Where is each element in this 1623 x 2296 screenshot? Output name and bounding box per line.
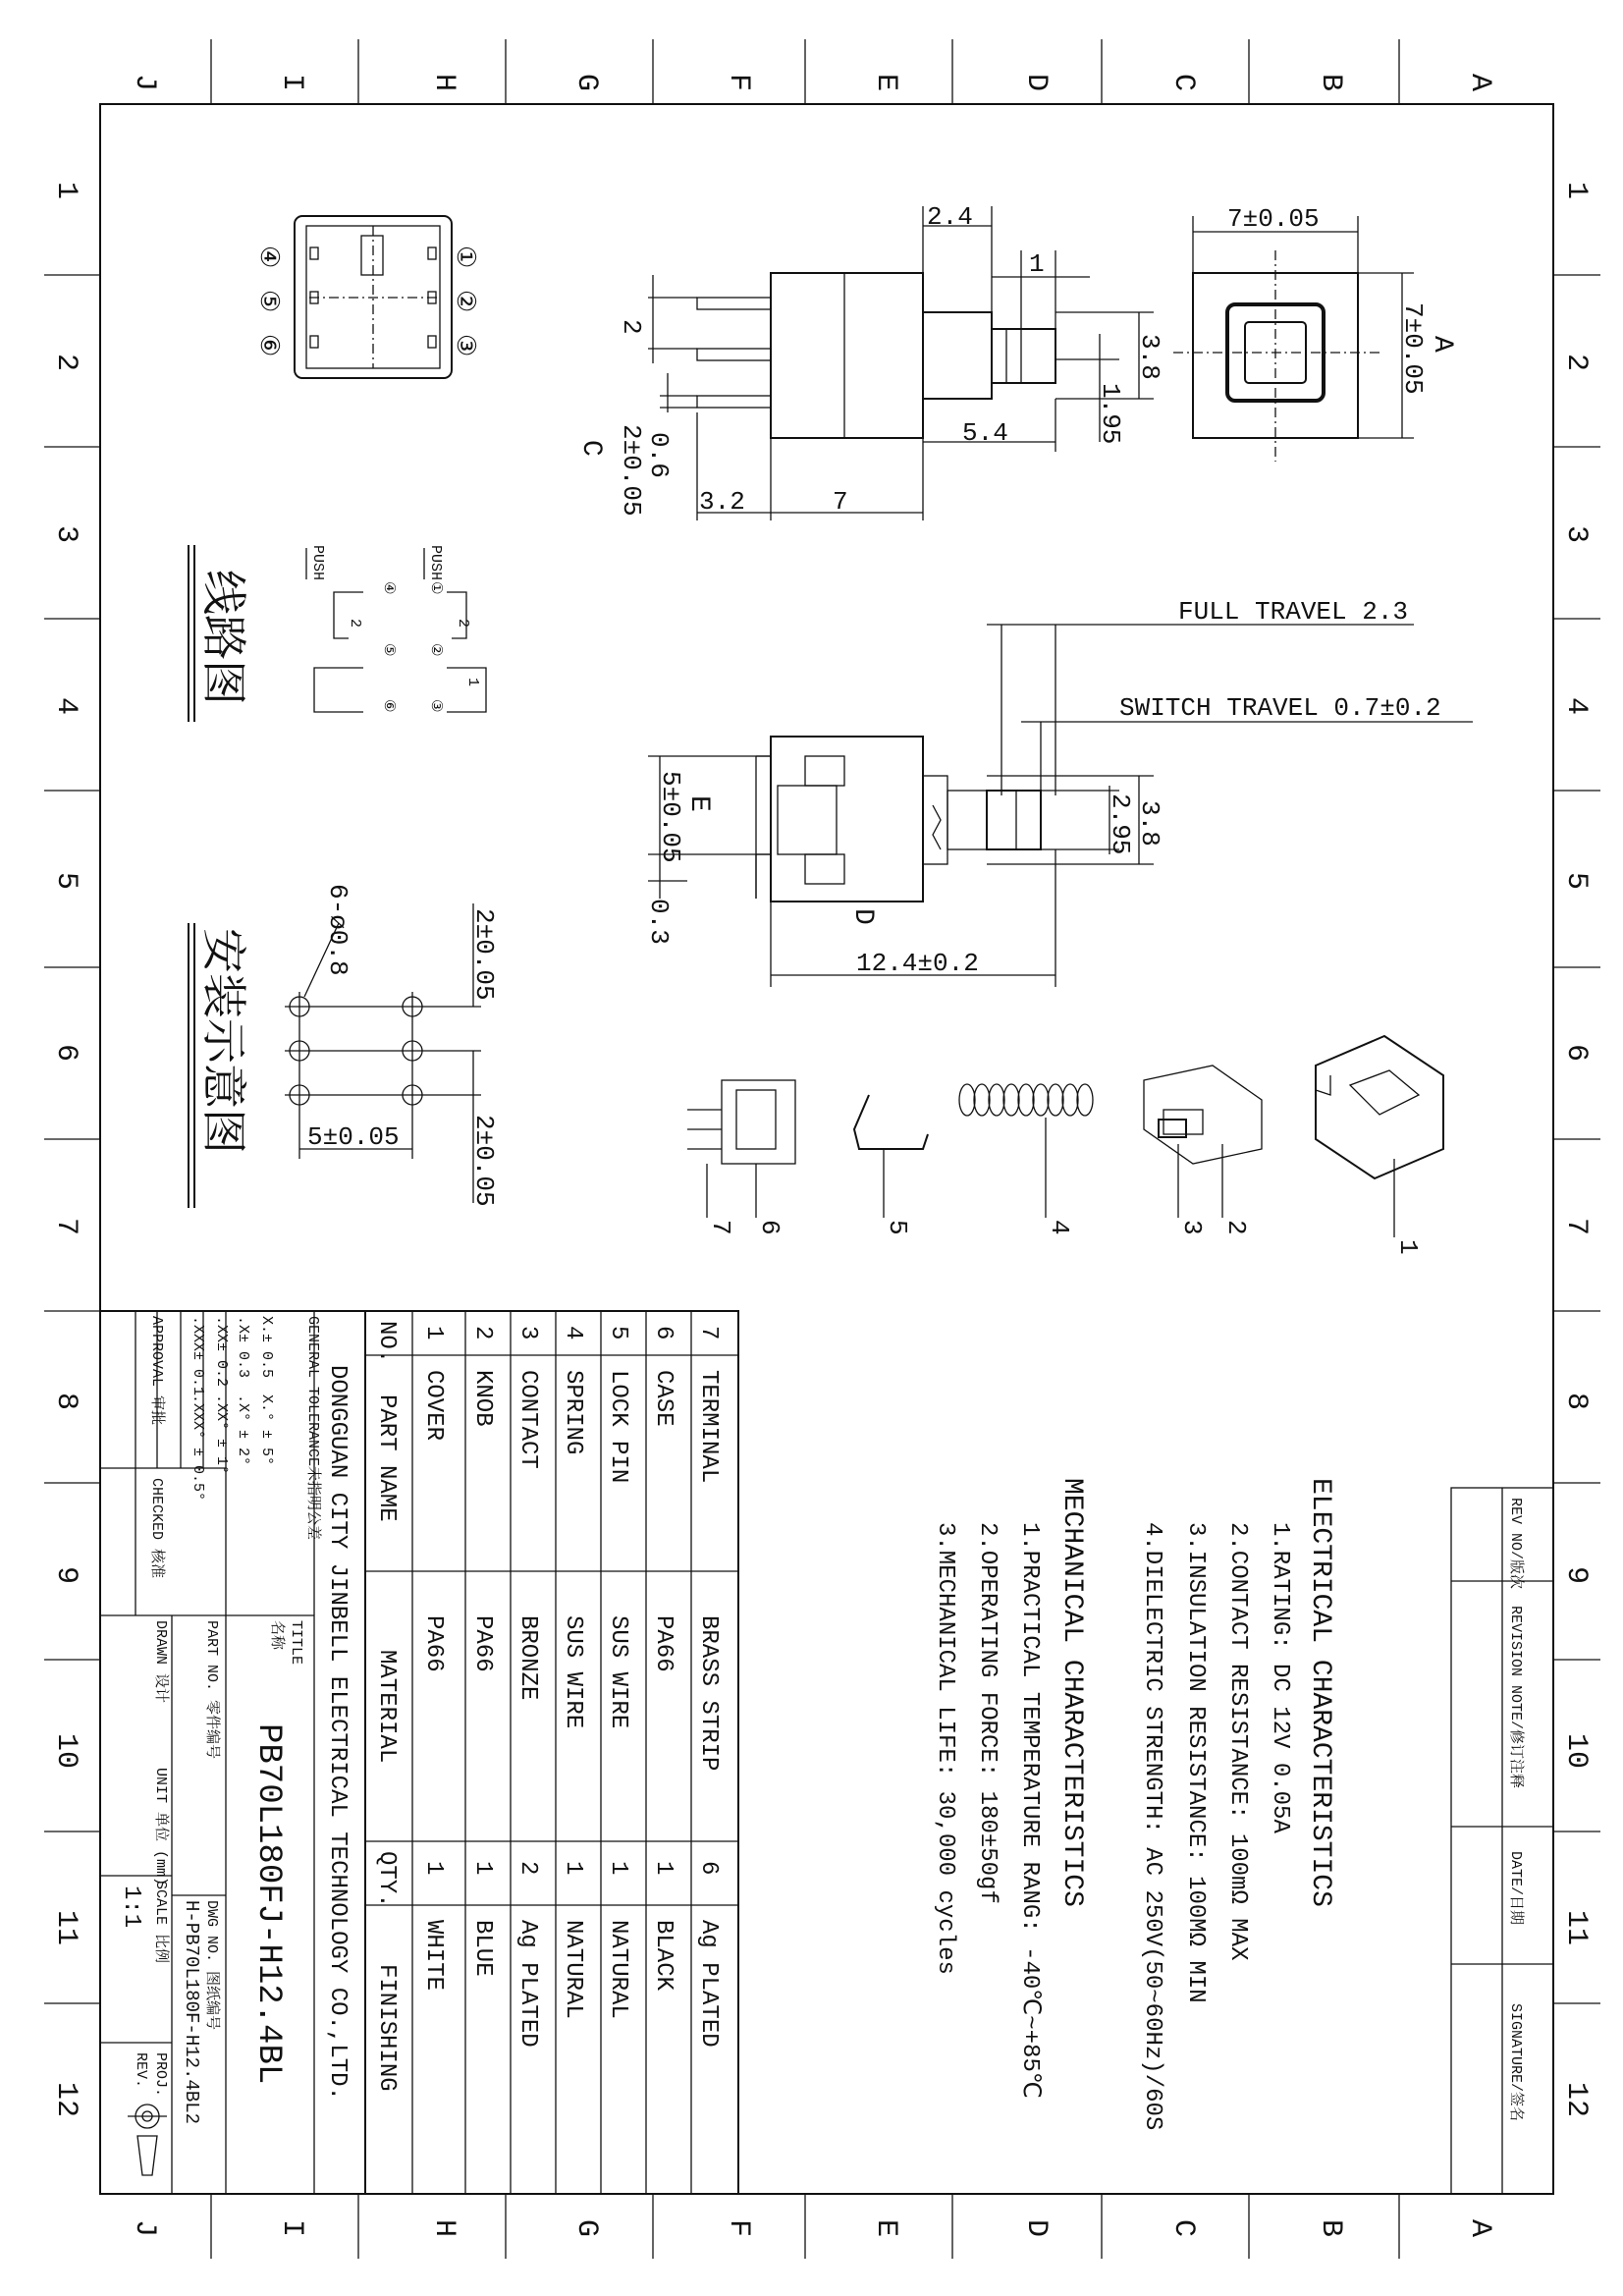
grid-letter: J (128, 74, 161, 92)
dim-label: 7±0.05 (1227, 204, 1320, 234)
electrical-item: 3.INSULATION RESISTANCE: 100MΩ MIN (1182, 1522, 1209, 2003)
bom-finishing: BLUE (469, 1920, 496, 1977)
grid-letter: C (1166, 74, 1200, 92)
dwg-no-label: DWG NO. 图纸编号 (203, 1900, 220, 2031)
grid-number: 7 (49, 1218, 82, 1236)
bom-no: 6 (650, 1326, 676, 1340)
pin-number: ⑥ (253, 334, 283, 357)
bom-table (365, 1311, 738, 2194)
rev-header: REVISION NOTE/修订注释 (1507, 1606, 1524, 1789)
grid-number: 1 (49, 182, 82, 200)
push-label: PUSH (309, 545, 326, 581)
grid-number: 4 (1559, 697, 1593, 716)
grid-number: 12 (49, 2082, 82, 2118)
dim-label: 3.8 (1135, 800, 1164, 847)
bom-qty: 6 (695, 1861, 722, 1876)
company-name: DONGGUAN CITY JINBELL ELECTRICAL TECHNOLOGY CO.,LTD. (324, 1365, 351, 2101)
dim-label: 5±0.05 (656, 771, 685, 863)
scale-label: SCALE 比例 (152, 1881, 169, 1964)
tolerance-title: GENERAL TOLERANCE未指明公差 (304, 1316, 321, 1541)
callout: 4 (1045, 1220, 1074, 1235)
grid-letter: C (1166, 2219, 1200, 2238)
bom-row (695, 1326, 722, 2048)
mechanical-item: 1.PRACTICAL TEMPERATURE RANG: -40℃~+85℃ (1016, 1522, 1043, 2099)
bom-material: PA66 (650, 1615, 676, 1672)
tolerance-row: .X° ± 2° (235, 1394, 251, 1466)
grid-letter: F (722, 74, 755, 92)
proj-label: PROJ. (152, 2052, 169, 2098)
grid-number: 12 (1559, 2082, 1593, 2118)
grid-number: 5 (49, 872, 82, 891)
grid-letter: B (1314, 74, 1347, 92)
bom-no: 1 (420, 1326, 447, 1340)
grid-number: 6 (1559, 1044, 1593, 1063)
bom-row (650, 1326, 676, 1992)
grid-letter: E (869, 2219, 902, 2238)
holes-label: 6-ø0.8 (323, 884, 352, 976)
grid-number: 6 (49, 1044, 82, 1063)
grid-letter: D (1019, 74, 1053, 92)
unit-label: UNIT 单位 (mm) (152, 1768, 169, 1886)
mechanical-title: MECHANICAL CHARACTERISTICS (1056, 1478, 1087, 1907)
view-label: C (575, 440, 606, 457)
dim-label: 2 (617, 319, 646, 335)
title-cn: 名称 (268, 1620, 285, 1651)
grid-number: 4 (49, 697, 82, 716)
electrical-item: 1.RATING: DC 12V 0.05A (1267, 1522, 1293, 1833)
approval-label: APPROVAL 审批 (148, 1316, 165, 1426)
mounting-title: 安装示意图 (197, 928, 250, 1154)
product-number: PB70L180FJ-H12.4BL (249, 1723, 287, 2085)
bom-header: MATERIAL (373, 1650, 400, 1764)
bom-qty: 1 (650, 1861, 676, 1876)
full-travel: FULL TRAVEL 2.3 (1178, 597, 1409, 627)
bom-row (514, 1326, 541, 2048)
electrical-notes (1139, 1478, 1335, 2130)
bom-header: FINISHING (373, 1964, 400, 2092)
view-label: D (847, 908, 878, 925)
grid-number: 8 (49, 1393, 82, 1411)
grid-letter: A (1463, 2219, 1496, 2238)
exploded-parts (687, 1036, 1443, 1255)
bom-name: SPRING (560, 1370, 586, 1455)
bom-material: SUS WIRE (560, 1615, 586, 1729)
end-view (1173, 204, 1457, 462)
bom-name: CASE (650, 1370, 676, 1427)
pin-top-view (253, 216, 479, 378)
tolerance-row: .XX° ± 1° (213, 1394, 230, 1475)
side-view (644, 597, 1473, 987)
tolerance-row: X.° ± 5° (258, 1394, 275, 1466)
pin-number: ① (450, 246, 479, 269)
revision-table (1451, 1488, 1553, 2194)
bom-material: PA66 (469, 1615, 496, 1672)
grid-letter: A (1463, 74, 1496, 92)
grid-letters-top (128, 74, 1496, 91)
bom-row (560, 1326, 586, 2019)
dim-label: 3.8 (1135, 334, 1164, 380)
dim-label: 2±0.05 (617, 424, 646, 517)
bom-qty: 1 (560, 1861, 586, 1876)
dim-label: 2.4 (927, 202, 973, 232)
mechanical-item: 3.MECHANICAL LIFE: 30,000 cycles (932, 1522, 958, 1975)
pin-number: ④ (253, 246, 283, 269)
rev-header: SIGNATURE/签名 (1507, 2003, 1524, 2122)
callout: 1 (1393, 1239, 1423, 1255)
grid-number: 8 (1559, 1393, 1593, 1411)
bom-no: 7 (695, 1326, 722, 1340)
callout: 3 (1177, 1220, 1207, 1235)
grid-number: 5 (1559, 872, 1593, 891)
grid-letter: I (275, 74, 308, 92)
bom-material: SUS WIRE (605, 1615, 631, 1729)
dim-label: 7±0.05 (1398, 302, 1428, 395)
dim-label: 1 (1029, 249, 1045, 279)
bom-qty: 2 (514, 1861, 541, 1876)
bom-no: 2 (469, 1326, 496, 1340)
bom-name: TERMINAL (695, 1370, 722, 1484)
dim-label: 2±0.05 (469, 1115, 499, 1207)
bom-name: COVER (420, 1370, 447, 1442)
grid-letter: E (869, 74, 902, 92)
scale-value: 1:1 (118, 1886, 144, 1929)
bom-qty: 1 (605, 1861, 631, 1876)
dim-label: 0.3 (644, 899, 674, 945)
bom-material: PA66 (420, 1615, 447, 1672)
grid-number: 7 (1559, 1218, 1593, 1236)
bom-no: 3 (514, 1326, 541, 1340)
bom-finishing: WHITE (420, 1920, 447, 1992)
drawn-label: DRAWN 设计 (152, 1620, 169, 1704)
bom-qty: 1 (420, 1861, 447, 1876)
bom-name: LOCK PIN (605, 1370, 631, 1484)
grid-number: 2 (49, 354, 82, 372)
grid-numbers-right (1559, 182, 1593, 2117)
circuit-title: 线路图 (197, 570, 250, 705)
projection-symbol-icon (128, 2105, 167, 2175)
dim-label: 5.4 (962, 418, 1008, 448)
tolerance-row: .XXX° ± 0.5° (189, 1394, 206, 1502)
bom-finishing: Ag PLATED (695, 1920, 722, 2048)
rev-header: REV NO/版次 (1507, 1498, 1524, 1590)
tolerance-row: .XXX± 0.1 (189, 1316, 206, 1396)
grid-number: 9 (49, 1566, 82, 1585)
grid-letter: G (569, 74, 603, 92)
bom-header: QTY. (373, 1851, 400, 1908)
bom-header: NO. (373, 1321, 400, 1364)
circuit-node: 1 (464, 678, 481, 687)
grid-number: 9 (1559, 1566, 1593, 1585)
dim-label: 3.2 (699, 487, 745, 517)
circuit-pin: ③ (427, 699, 444, 713)
pin-number: ③ (450, 334, 479, 357)
view-label: A (1427, 336, 1457, 353)
grid-letter: B (1314, 2219, 1347, 2238)
bom-row (469, 1326, 496, 1977)
mounting-diagram (189, 884, 499, 1208)
bom-finishing: NATURAL (605, 1920, 631, 2019)
grid-number: 1 (1559, 182, 1593, 200)
circuit-pin: ② (427, 643, 444, 657)
grid-number: 11 (49, 1910, 82, 1946)
pin-number: ② (450, 290, 479, 313)
bom-material: BRONZE (514, 1615, 541, 1701)
dim-label: 2±0.05 (469, 908, 499, 1001)
mechanical-notes (932, 1478, 1087, 2099)
push-label: PUSH (427, 545, 444, 581)
bom-finishing: NATURAL (560, 1920, 586, 2019)
title-block (100, 1311, 365, 2194)
front-view (575, 202, 1164, 520)
tolerance-row: X.± 0.5 (258, 1316, 275, 1379)
mechanical-item: 2.OPERATING FORCE: 180±50gf (974, 1522, 1001, 1904)
grid-numbers-left (49, 182, 82, 2117)
grid-number: 3 (49, 525, 82, 544)
grid-number: 10 (1559, 1733, 1593, 1770)
circuit-pin: ⑤ (380, 643, 397, 657)
electrical-item: 2.CONTACT RESISTANCE: 100mΩ MAX (1224, 1522, 1251, 1961)
grid-letter: H (427, 2219, 460, 2238)
circuit-node: 2 (347, 619, 363, 629)
tolerance-row: .XX± 0.2 (213, 1316, 230, 1388)
grid-number: 10 (49, 1733, 82, 1770)
grid-letter: J (128, 2219, 161, 2238)
circuit-pin: ④ (380, 581, 397, 595)
callout: 5 (883, 1220, 912, 1235)
bom-no: 4 (560, 1326, 586, 1340)
grid-letter: G (569, 2219, 603, 2238)
bom-row (420, 1326, 447, 1991)
dim-label: 0.6 (644, 432, 674, 478)
bom-qty: 1 (469, 1861, 496, 1876)
callout: 2 (1221, 1220, 1251, 1235)
callout: 7 (706, 1220, 735, 1235)
grid-letter: H (427, 74, 460, 92)
rev-header: DATE/日期 (1507, 1851, 1524, 1926)
dim-label: 7 (833, 487, 848, 517)
grid-number: 3 (1559, 525, 1593, 544)
grid-letter: D (1019, 2219, 1053, 2238)
bom-row (605, 1326, 631, 2019)
circuit-pin: ⑥ (380, 699, 397, 713)
electrical-title: ELECTRICAL CHARACTERISTICS (1305, 1478, 1335, 1907)
bom-name: CONTACT (514, 1370, 541, 1469)
checked-label: CHECKED 核准 (148, 1478, 165, 1579)
bom-name: KNOB (469, 1370, 496, 1427)
dwg-no: H-PB70L180F-H12.4BL2 (181, 1900, 202, 2125)
pin-number: ⑤ (253, 290, 283, 313)
electrical-item: 4.DIELECTRIC STRENGTH: AC 250V(50~60Hz)/60S (1139, 1522, 1165, 2131)
grid-number: 11 (1559, 1910, 1593, 1946)
rev-label: REV. (133, 2052, 149, 2089)
bom-no: 5 (605, 1326, 631, 1340)
grid-letter: F (722, 2219, 755, 2238)
circuit-pin: ① (427, 581, 444, 595)
callout: 6 (755, 1220, 784, 1235)
dim-label: 1.95 (1096, 383, 1125, 445)
grid-letters-bottom (128, 2219, 1496, 2237)
title-label: TITLE (288, 1620, 304, 1666)
dim-label: 12.4±0.2 (856, 949, 979, 978)
part-no-label: PART NO. 零件编号 (203, 1620, 220, 1760)
grid-number: 2 (1559, 354, 1593, 372)
grid-letter: I (275, 2219, 308, 2238)
tolerance-row: .X± 0.3 (235, 1316, 251, 1379)
circuit-node: 2 (455, 619, 471, 629)
circuit-diagram (189, 545, 486, 722)
bom-finishing: Ag PLATED (514, 1920, 541, 2048)
bom-header: PART NAME (373, 1394, 400, 1522)
dim-label: 2.95 (1106, 793, 1135, 855)
switch-travel: SWITCH TRAVEL 0.7±0.2 (1119, 693, 1441, 723)
bom-finishing: BLACK (650, 1920, 676, 1992)
bom-material: BRASS STRIP (695, 1615, 722, 1772)
dim-label: 5±0.05 (307, 1122, 400, 1152)
view-label: E (683, 795, 714, 812)
